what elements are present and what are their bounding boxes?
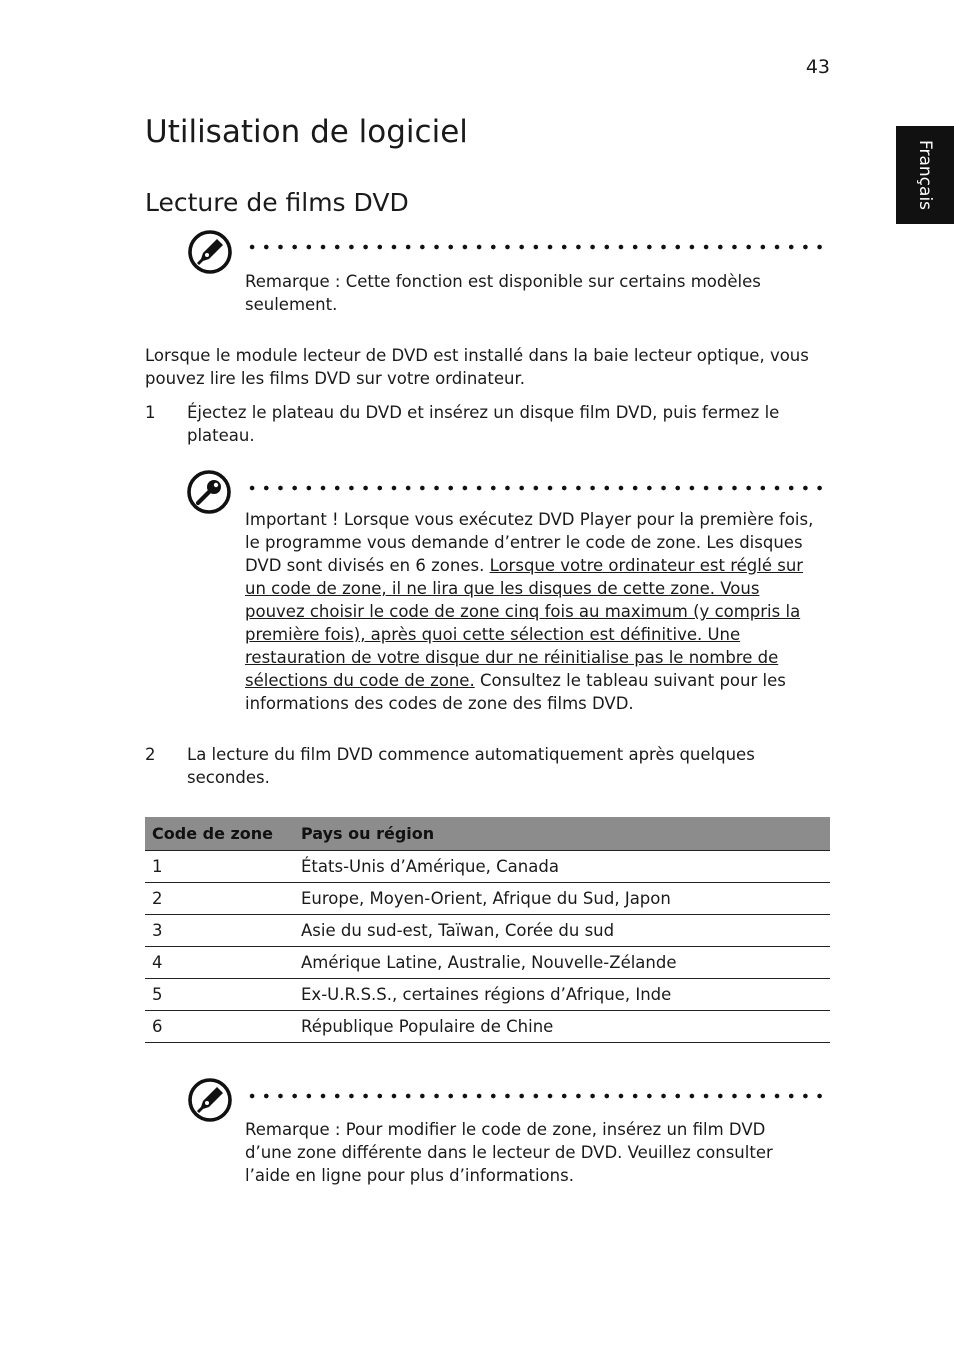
column-header: Pays ou région [294,817,830,851]
table-row [145,1011,830,1043]
note-divider [245,1093,831,1099]
important-underlined: Lorsque votre ordinateur est réglé sur un code de zone, il ne lira que les disques de cette zone. Vous pouvez choisir le code de zone cinq fois au maximum (y compris la première fois), après quoi cette sélection est définitive. Une restauration de votre disque dur ne réinitialise pas le nombre de sélections du code de zone. [245,556,804,690]
important-note [245,508,817,715]
note-body: Pour modifier le code de zone, insérez un film DVD d’une zone différente dans le lecteur de DVD. Veuillez consulter l’aide en ligne pour plus d’informations. [245,1120,773,1185]
table-row [145,883,830,915]
note-remark-2 [245,1118,817,1187]
pen-note-icon [187,1077,233,1123]
table-cell: République Populaire de Chine [294,1011,830,1043]
important-lead: Important ! [245,510,339,529]
table-cell: 4 [145,947,294,979]
table-row [145,915,830,947]
table-header-row [145,817,830,851]
step-number: 1 [145,403,156,422]
key-important-icon [186,469,232,515]
table-cell: Amérique Latine, Australie, Nouvelle-Zélande [294,947,830,979]
language-tab [896,126,954,224]
note-remark-1 [245,270,825,316]
table-cell: 2 [145,883,294,915]
table-cell: 3 [145,915,294,947]
table-cell: Ex-U.R.S.S., certaines régions d’Afrique, Inde [294,979,830,1011]
table-row [145,851,830,883]
section-title: Lecture de films DVD [145,188,409,217]
note-body: Cette fonction est disponible sur certains modèles seulement. [245,272,761,314]
zone-code-table [145,817,830,1043]
important-body: Lorsque vous exécutez DVD Player pour la première fois, le programme vous demande d’entrer le code de zone. Les disques DVD sont divisés en 6 zones. [245,510,814,575]
pen-note-icon [187,229,233,275]
column-header: Code de zone [145,817,294,851]
step-number: 2 [145,745,156,764]
page-number: 43 [805,56,830,78]
table-cell: 6 [145,1011,294,1043]
table-cell: 5 [145,979,294,1011]
step-text: Éjectez le plateau du DVD et insérez un disque film DVD, puis fermez le plateau. [187,403,780,445]
table-cell: Europe, Moyen-Orient, Afrique du Sud, Japon [294,883,830,915]
table-cell: États-Unis d’Amérique, Canada [294,851,830,883]
important-tail: Consultez le tableau suivant pour les informations des codes de zone des films DVD. [245,671,786,713]
note-divider [245,244,831,250]
note-lead: Remarque : [245,1120,341,1139]
intro-paragraph: Lorsque le module lecteur de DVD est installé dans la baie lecteur optique, vous pouvez lire les films DVD sur votre ordinateur. [145,346,809,388]
table-cell: 1 [145,851,294,883]
language-tab-label: Français [915,139,936,211]
note-lead: Remarque : [245,272,341,291]
important-divider [245,485,827,491]
table-cell: Asie du sud-est, Taïwan, Corée du sud [294,915,830,947]
table-row [145,979,830,1011]
table-row [145,947,830,979]
step-text: La lecture du film DVD commence automatiquement après quelques secondes. [187,745,755,787]
page-title: Utilisation de logiciel [145,114,468,150]
